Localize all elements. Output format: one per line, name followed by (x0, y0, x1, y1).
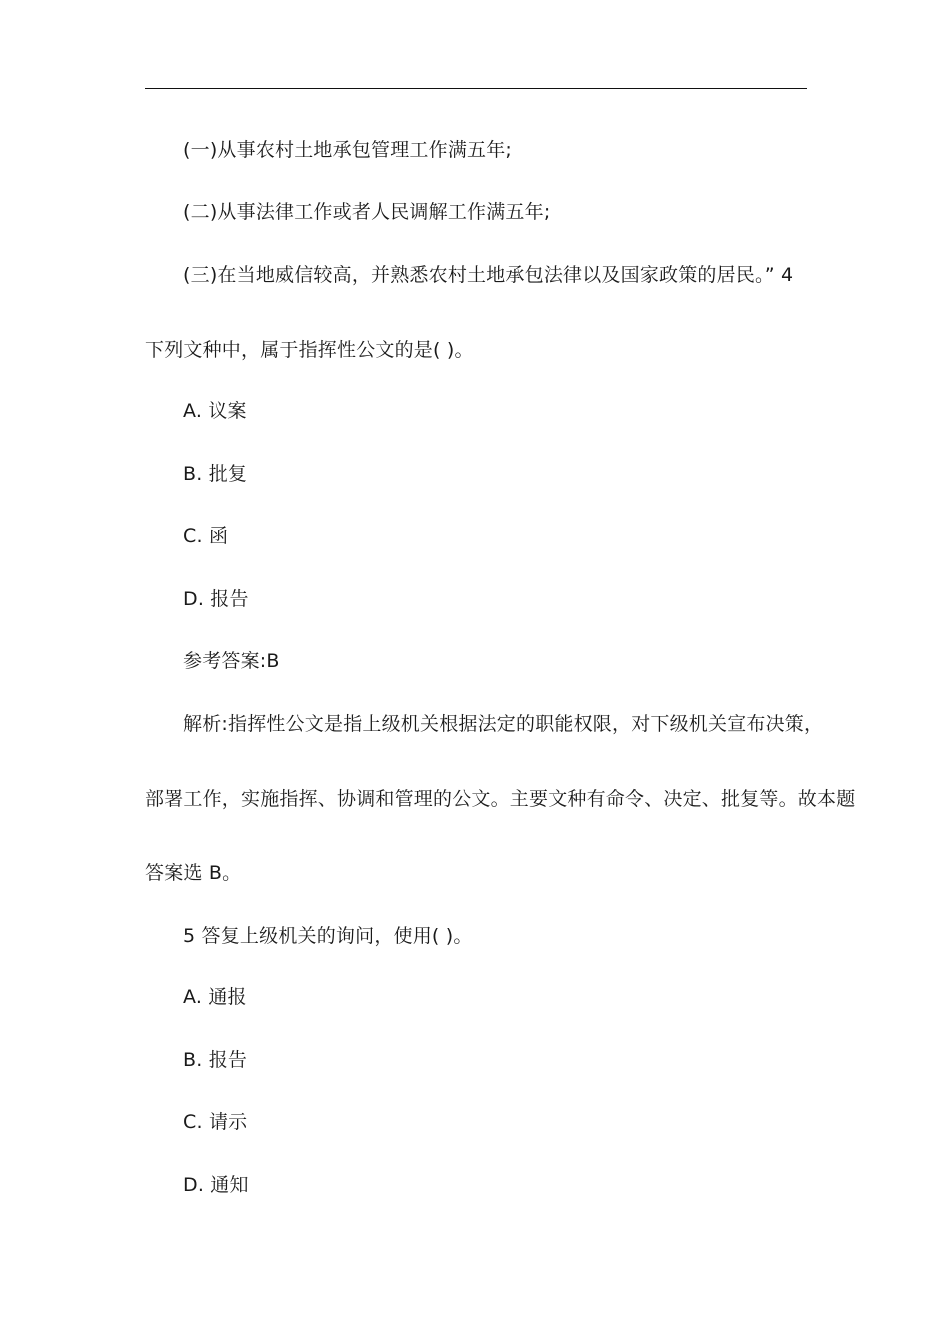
question-stem: 5 答复上级机关的询问，使用( )。 (183, 925, 473, 947)
option-a: A. 通报 (183, 986, 247, 1008)
analysis-line: 部署工作，实施指挥、协调和管理的公文。主要文种有命令、决定、批复等。故本题 (145, 788, 856, 810)
paragraph-line: (一)从事农村土地承包管理工作满五年; (183, 139, 513, 161)
paragraph-line: (三)在当地威信较高，并熟悉农村土地承包法律以及国家政策的居民。” 4 (183, 264, 794, 286)
option-c: C. 请示 (183, 1111, 248, 1133)
option-d: D. 报告 (183, 588, 249, 610)
header-rule (145, 88, 807, 89)
option-b: B. 批复 (183, 463, 248, 485)
option-a: A. 议案 (183, 400, 247, 422)
option-d: D. 通知 (183, 1174, 249, 1196)
option-b: B. 报告 (183, 1049, 248, 1071)
paragraph-line: (二)从事法律工作或者人民调解工作满五年; (183, 201, 551, 223)
reference-answer: 参考答案:B (183, 650, 280, 672)
option-c: C. 函 (183, 525, 229, 547)
analysis-line: 解析:指挥性公文是指上级机关根据法定的职能权限，对下级机关宣布决策， (183, 713, 824, 735)
question-stem: 下列文种中，属于指挥性公文的是( )。 (145, 339, 474, 361)
analysis-line: 答案选 B。 (145, 862, 242, 884)
